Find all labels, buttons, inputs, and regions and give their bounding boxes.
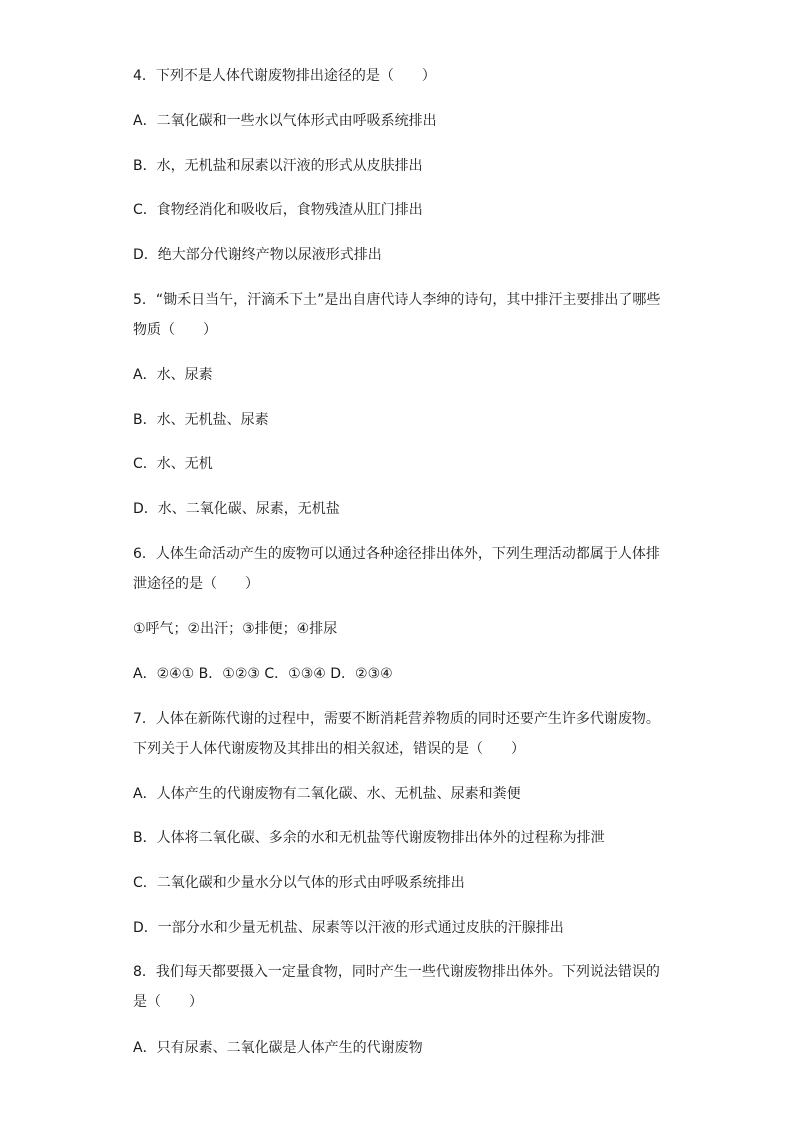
question-4-option-a: A．二氧化碳和一些水以气体形式由呼吸系统排出 [133,113,437,129]
question-7-stem-line-1: 7．人体在新陈代谢的过程中，需要不断消耗营养物质的同时还要产生许多代谢废物。 [133,711,660,727]
question-7-option-b: B．人体将二氧化碳、多余的水和无机盐等代谢废物排出体外的过程称为排泄 [133,830,605,846]
question-7-option-a: A．人体产生的代谢废物有二氧化碳、水、无机盐、尿素和粪便 [133,786,521,802]
question-4-option-b: B．水，无机盐和尿素以汗液的形式从皮肤排出 [133,158,423,174]
question-5-option-b: B．水、无机盐、尿素 [133,412,269,428]
question-6-items: ①呼气；②出汗；③排便；④排尿 [133,621,338,637]
question-5-option-a: A．水、尿素 [133,367,213,383]
question-7-option-d: D．一部分水和少量无机盐、尿素等以汗液的形式通过皮肤的汗腺排出 [133,920,564,936]
question-6-stem-line-2: 泄途径的是（ ） [133,576,259,592]
question-4-stem: 4．下列不是人体代谢废物排出途径的是（ ） [133,68,436,84]
question-5-option-c: C．水、无机 [133,456,213,472]
question-4-option-d: D．绝大部分代谢终产物以尿液形式排出 [133,247,382,263]
question-6-options: A．②④① B．①②③ C．①③④ D．②③④ [133,666,393,682]
question-8-stem-line-1: 8．我们每天都要摄入一定量食物，同时产生一些代谢废物排出体外。下列说法错误的 [133,964,660,980]
question-8-option-a: A．只有尿素、二氧化碳是人体产生的代谢废物 [133,1040,423,1056]
question-5-option-d: D．水、二氧化碳、尿素，无机盐 [133,501,340,517]
question-7-stem-line-2: 下列关于人体代谢废物及其排出的相关叙述，错误的是（ ） [133,741,525,757]
question-4-option-c: C．食物经消化和吸收后，食物残渣从肛门排出 [133,202,423,218]
question-8-stem-line-2: 是（ ） [133,994,203,1010]
question-7-option-c: C．二氧化碳和少量水分以气体的形式由呼吸系统排出 [133,875,465,891]
question-5-stem-line-2: 物质（ ） [133,322,217,338]
question-5-stem-line-1: 5．“锄禾日当午，汗滴禾下土”是出自唐代诗人李绅的诗句，其中排汗主要排出了哪些 [133,292,661,308]
question-6-stem-line-1: 6．人体生命活动产生的废物可以通过各种途径排出体外，下列生理活动都属于人体排 [133,546,660,562]
